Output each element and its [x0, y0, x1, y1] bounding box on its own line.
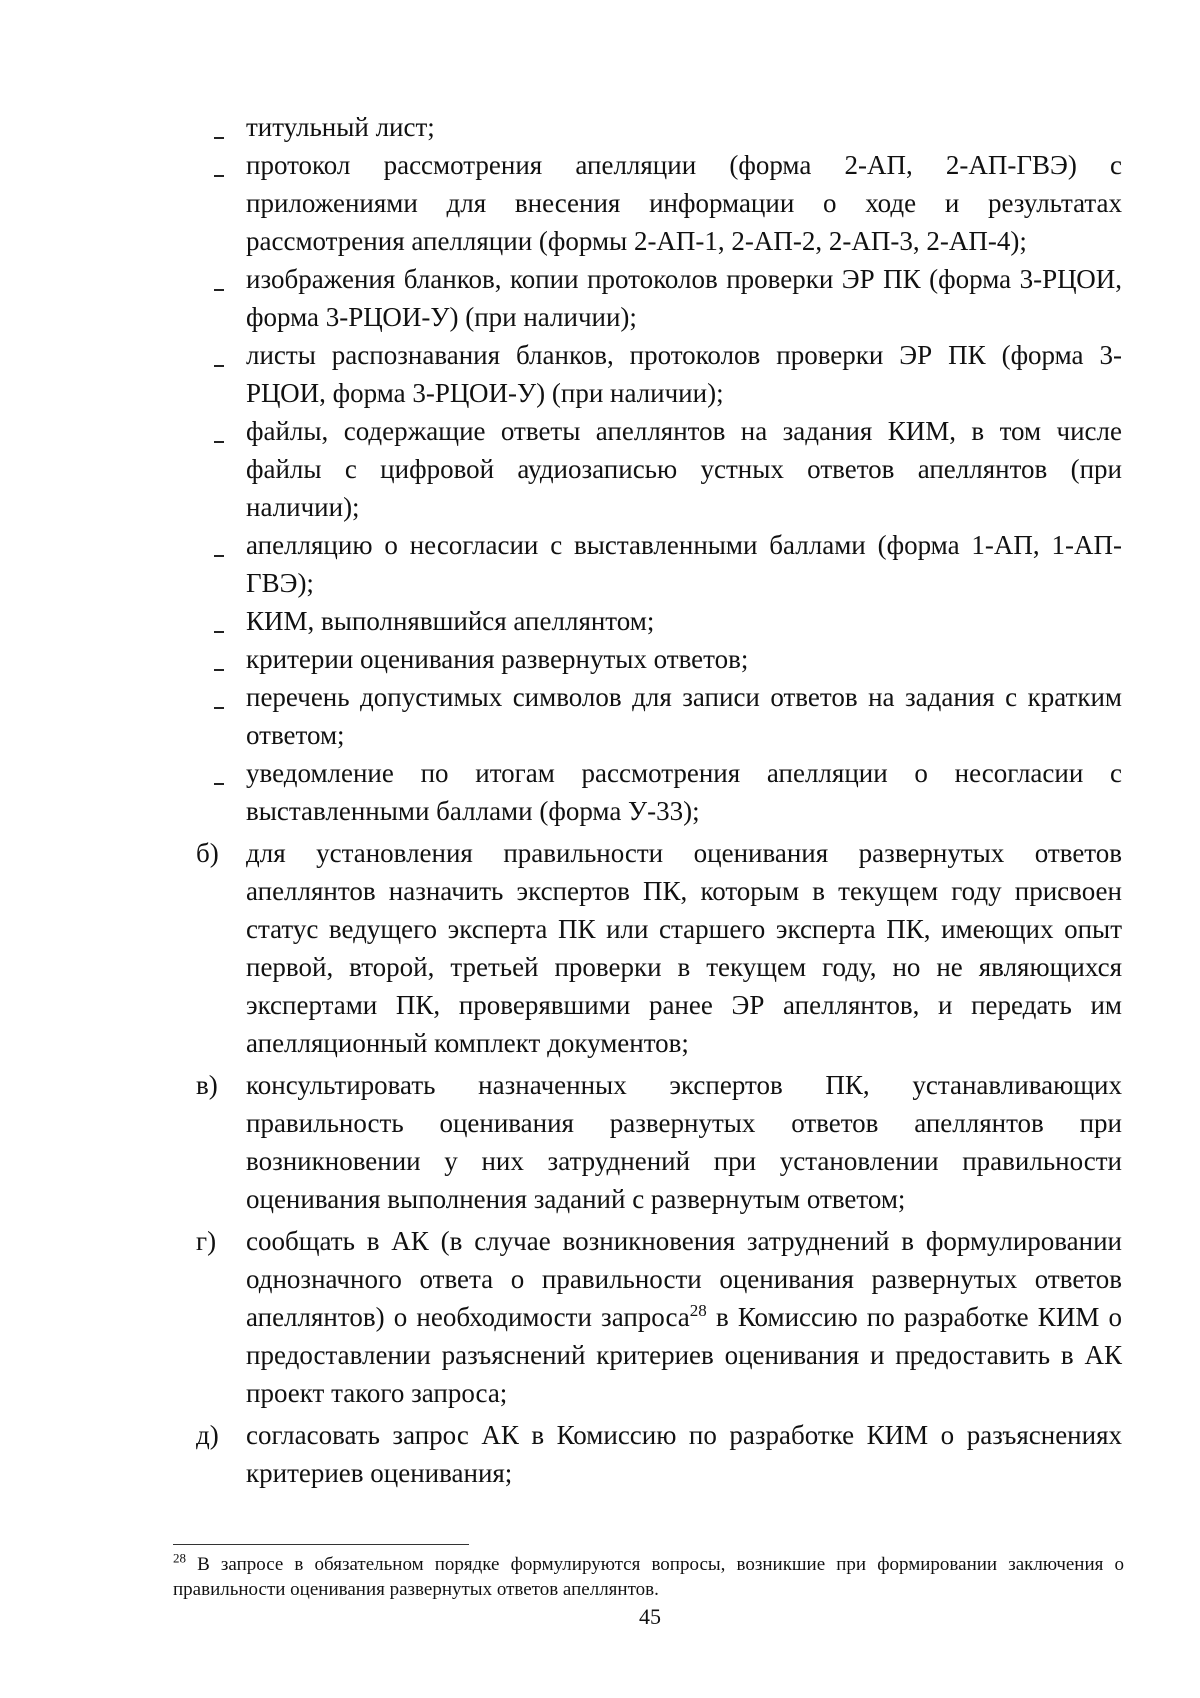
list-item [196, 108, 1122, 146]
list-marker: б) [196, 838, 219, 868]
text-before-footnote: сообщать в АК (в случае возникновения затруднений в формулировании однозначного ответа о правильности оценивания развернутых ответов апеллянтов) о необходимости запроса [246, 1226, 1122, 1332]
list-item-text: листы распознавания бланков, протоколов проверки ЭР ПК (форма 3-РЦОИ, форма 3-РЦОИ-У) (при наличии); [246, 340, 1122, 408]
list-item-text: уведомление по итогам рассмотрения апелляции о несогласии с выставленными баллами (форма У-33); [246, 758, 1122, 826]
list-item-text: согласовать запрос АК в Комиссию по разработке КИМ о разъяснениях критериев оценивания; [246, 1420, 1122, 1488]
list-item [196, 526, 1122, 602]
list-item-text [246, 1222, 1122, 1412]
list-item-text: апелляцию о несогласии с выставленными баллами (форма 1-АП, 1-АП-ГВЭ); [246, 530, 1122, 598]
list-item-text: критерии оценивания развернутых ответов; [246, 644, 749, 674]
page-number: 45 [639, 1604, 661, 1629]
list-item [196, 640, 1122, 678]
list-marker: в) [196, 1070, 218, 1100]
list-item [196, 336, 1122, 412]
list-item-text: КИМ, выполнявшийся апеллянтом; [246, 606, 655, 636]
footnote-text: В запросе в обязательном порядке формулируются вопросы, возникшие при формировании заключения о правильности оценивания развернутых ответов апеллянтов. [173, 1554, 1124, 1600]
list-item-text: для установления правильности оценивания развернутых ответов апеллянтов назначить экспертов ПК, которым в текущем году присвоен статус ведущего эксперта ПК или старшего эксперта ПК, имеющих опыт первой, второй, третьей проверки в текущем году, но не являющихся экспертами ПК, проверявшими ранее ЭР апеллянтов, и передать им апелляционный комплект документов; [246, 838, 1122, 1058]
list-item-text: консультировать назначенных экспертов ПК, устанавливающих правильность оценивания развернутых ответов апеллянтов при возникновении у них затруднений при установлении правильности оценивания выполнения заданий с развернутым ответом; [246, 1070, 1122, 1214]
list-item [196, 678, 1122, 754]
list-item [196, 260, 1122, 336]
list-item-text: изображения бланков, копии протоколов проверки ЭР ПК (форма 3-РЦОИ, форма 3-РЦОИ-У) (при наличии); [246, 264, 1122, 332]
footnote-number: 28 [173, 1550, 186, 1566]
footnote [173, 1552, 1124, 1602]
main-text [196, 108, 1122, 1492]
list-item [196, 412, 1122, 526]
list-item [196, 602, 1122, 640]
list-item [196, 146, 1122, 260]
footnote-reference[interactable]: 28 [689, 1301, 707, 1320]
list-item-text: файлы, содержащие ответы апеллянтов на задания КИМ, в том числе файлы с цифровой аудиозаписью устных ответов апеллянтов (при наличии); [246, 416, 1122, 522]
list-item [196, 754, 1122, 830]
list-marker: д) [196, 1420, 219, 1450]
list-item-v [196, 1066, 1122, 1218]
footnote-separator [173, 1544, 469, 1545]
list-item-g [196, 1222, 1122, 1412]
text-after-footnote: в Комиссию по разработке КИМ о предоставлении разъяснений критериев оценивания и предоставить в АК проект такого запроса; [246, 1302, 1122, 1408]
list-item-text: титульный лист; [246, 112, 435, 142]
list-item-d [196, 1416, 1122, 1492]
list-marker: г) [196, 1226, 217, 1256]
list-item-text: протокол рассмотрения апелляции (форма 2-АП, 2-АП-ГВЭ) с приложениями для внесения информации о ходе и результатах рассмотрения апелляции (формы 2-АП-1, 2-АП-2, 2-АП-3, 2-АП-4); [246, 150, 1122, 256]
list-item-text: перечень допустимых символов для записи ответов на задания с кратким ответом; [246, 682, 1122, 750]
list-item-b [196, 834, 1122, 1062]
